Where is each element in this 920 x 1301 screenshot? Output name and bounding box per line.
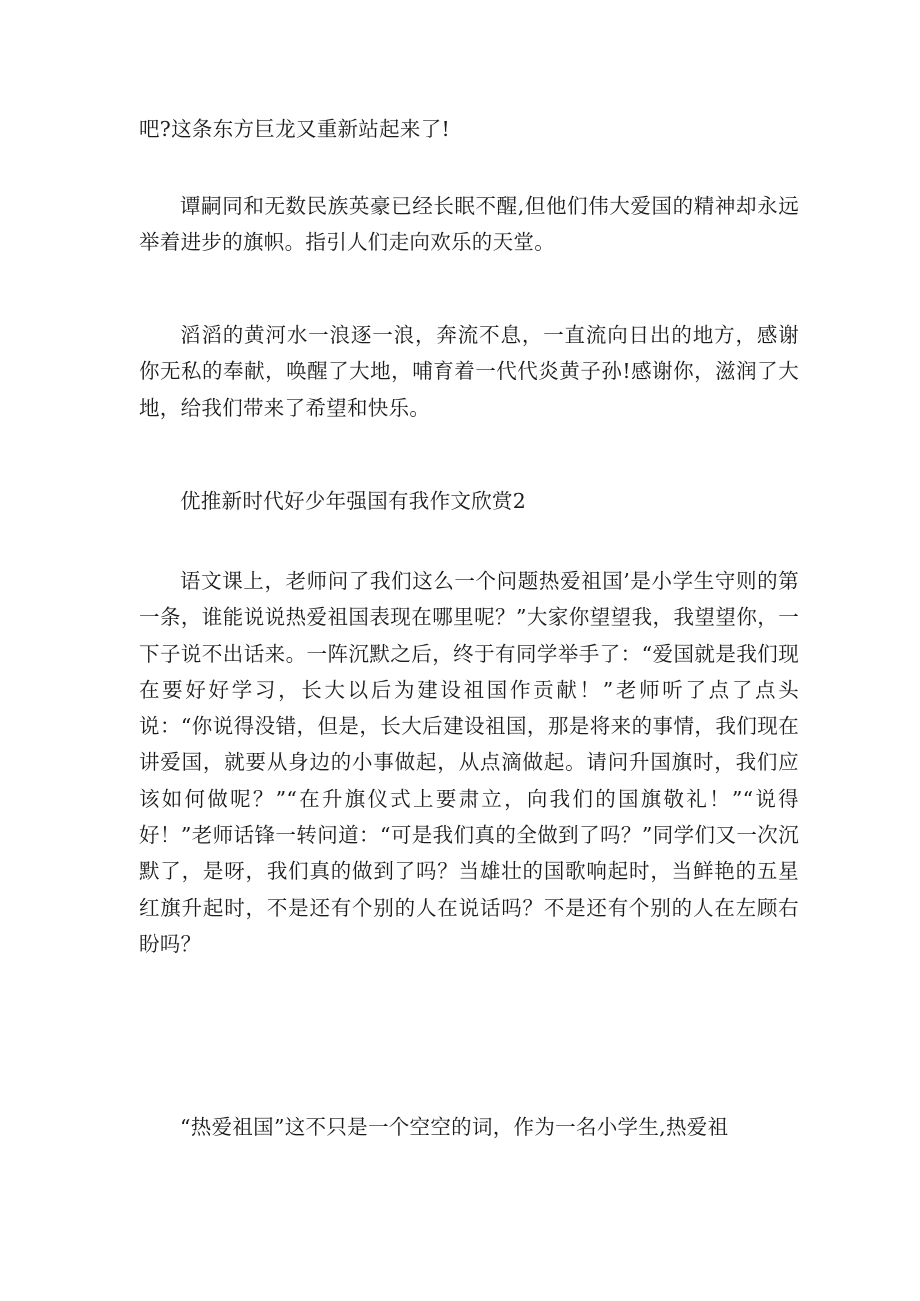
paragraph-chinese-class: 语文课上，老师问了我们这么一个问题热爱祖国’是小学生守则的第一条，谁能说说热爱祖国表现在哪里呢？”大家你望望我，我望望你，一下子说不出话来。一阵沉默之后，终于有同学举手了：“爱国就是我们现在要好好学习，长大以后为建设祖国作贡献！”老师听了点了点头说：“你说得没错，但是，长大后建设祖国，那是将来的事情，我们现在讲爱国，就要从身边的小事做起，从点滴做起。请问升国旗时，我们应该如何做呢？”“在升旗仪式上要肃立，向我们的国旗敬礼！”“说得好！”老师话锋一转问道：“可是我们真的全做到了吗？”同学们又一次沉默了，是呀，我们真的做到了吗？当雄壮的国歌响起时，当鲜艳的五星红旗升起时，不是还有个别的人在说话吗？不是还有个别的人在左顾右盼吗？	[139, 569, 799, 956]
paragraph-continuation: 吧?这条东方巨龙又重新站起来了!	[139, 117, 451, 141]
section-heading: 优推新时代好少年强国有我作文欣赏2	[180, 489, 527, 513]
paragraph-love-motherland: “热爱祖国”这不只是一个空空的词，作为一名小学生,热爱祖	[180, 1115, 729, 1139]
paragraph-tan-sitong: 谭嗣同和无数民族英豪已经长眠不醒,但他们伟大爱国的精神却永远举着进步的旗帜。指引人们走向欢乐的天堂。	[139, 194, 799, 255]
paragraph-yellow-river: 滔滔的黄河水一浪逐一浪，奔流不息，一直流向日出的地方，感谢你无私的奉献，唤醒了大地，哺育着一代代炎黄子孙!感谢你，滋润了大地，给我们带来了希望和快乐。	[139, 323, 799, 420]
